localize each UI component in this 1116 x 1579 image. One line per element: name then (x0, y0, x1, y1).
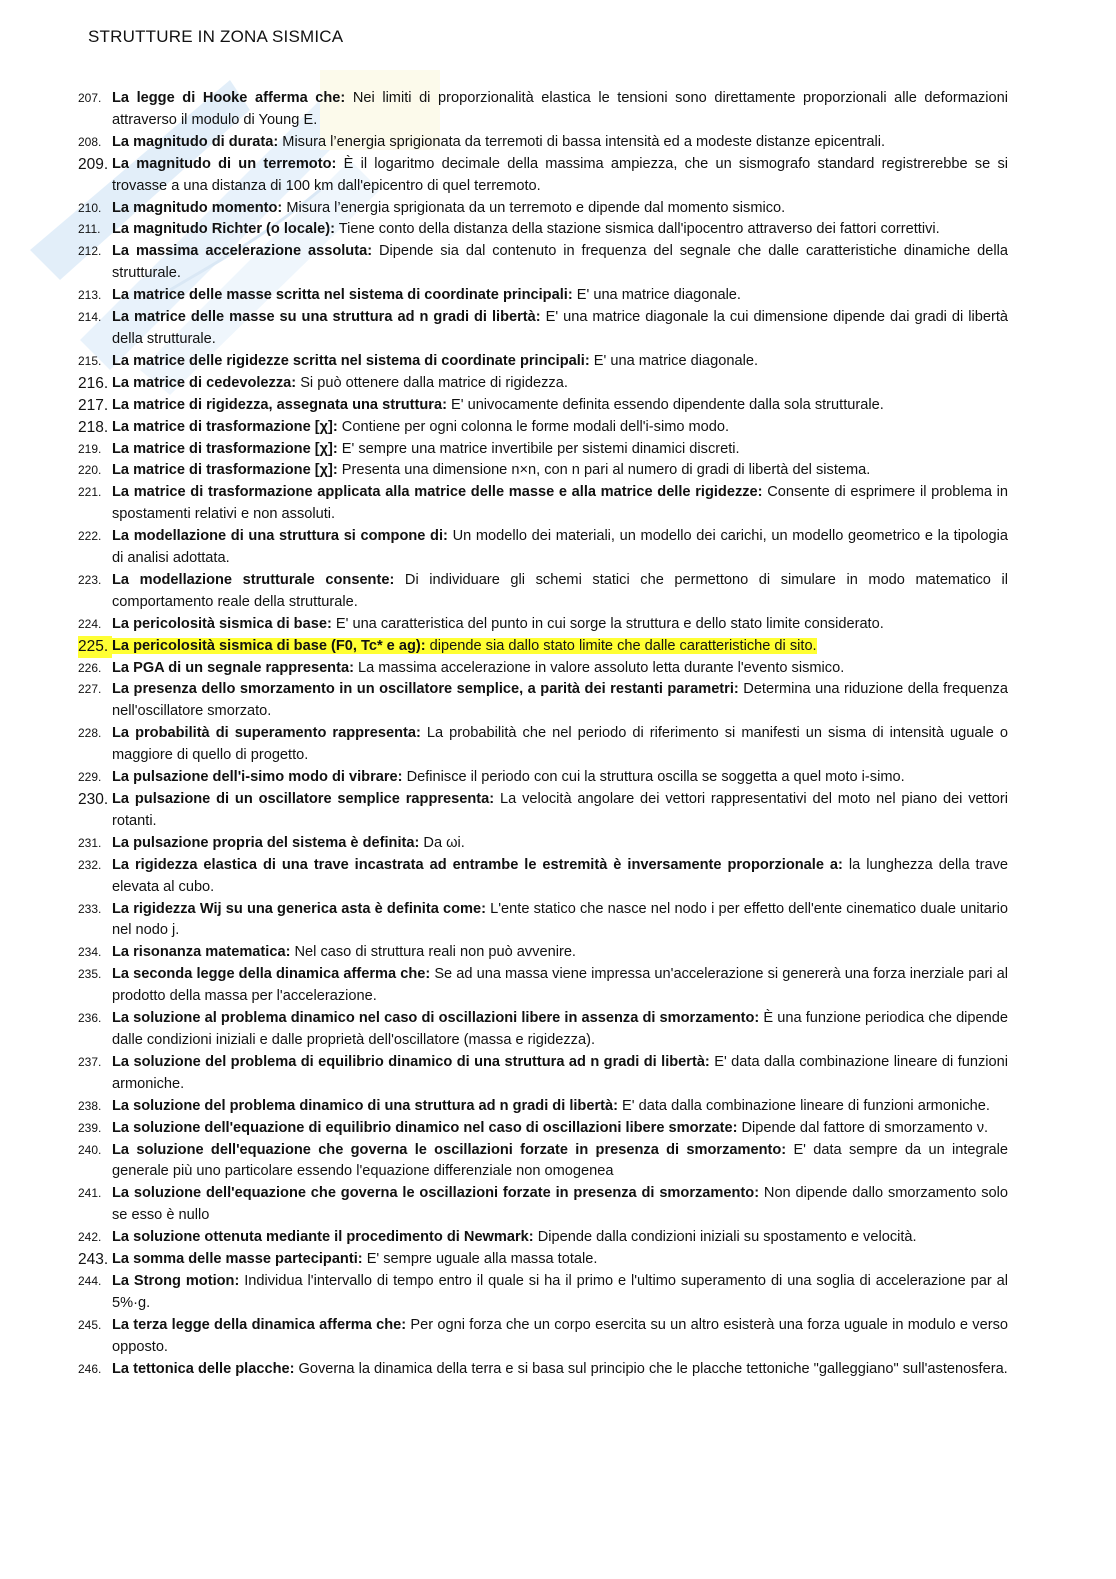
list-item (78, 460, 1008, 482)
item-number: 221. (78, 485, 102, 500)
item-number: 208. (78, 134, 102, 149)
item-text (112, 614, 1008, 636)
item-question: La matrice di trasformazione [χ]: (112, 440, 338, 457)
item-question: La matrice di cedevolezza: (112, 374, 297, 391)
item-number: 211. (78, 222, 101, 237)
item-answer: Nei limiti di proporzionalità elastica le tensioni sono direttamente proporzionali alle deformazioni attraverso il modulo di Young E. (112, 90, 1008, 128)
item-answer: E' sempre uguale alla massa totale. (366, 1251, 598, 1268)
item-text (112, 1052, 1008, 1096)
item-answer: La massima accelerazione in valore assoluto letta durante l'evento sismico. (358, 659, 845, 676)
item-text (112, 1227, 1008, 1249)
item-text (112, 723, 1008, 767)
list-item (78, 899, 1008, 943)
item-answer: E' data dalla combinazione lineare di funzioni armoniche. (112, 1053, 1008, 1092)
item-question: La modellazione di una struttura si compone di: (112, 528, 448, 545)
item-question: La matrice delle masse scritta nel sistema di coordinate principali: (112, 287, 573, 304)
item-text (112, 767, 1008, 789)
highlighted-list-item (78, 636, 1008, 658)
item-answer: E' univocamente definita essendo dipendente dalla sola strutturale. (451, 396, 884, 413)
list-item (78, 1008, 1008, 1052)
item-number: 222. (78, 529, 102, 544)
item-question: La pericolosità sismica di base (F0, Tc* e ag): (112, 637, 426, 654)
item-number: 220. (78, 463, 102, 478)
item-number: 237. (78, 1054, 102, 1069)
item-question: La massima accelerazione assoluta: (112, 243, 373, 260)
item-answer: Si può ottenere dalla matrice di rigidezza. (300, 374, 568, 391)
list-item (78, 198, 1008, 220)
item-text (112, 351, 1008, 373)
item-text (112, 1140, 1008, 1184)
item-question: La soluzione dell'equazione che governa le oscillazioni forzate in presenza di smorzamento: (112, 1141, 787, 1158)
item-question: La pericolosità sismica di base: (112, 615, 332, 632)
item-question: La pulsazione dell'i-simo modo di vibrare: (112, 769, 403, 786)
item-number: 245. (78, 1317, 102, 1332)
list-item (78, 723, 1008, 767)
list-item (78, 88, 1008, 132)
item-number: 225. (78, 636, 112, 658)
item-text (112, 241, 1008, 285)
item-question: La magnitudo momento: (112, 199, 283, 216)
item-question: La pulsazione di un oscillatore semplice rappresenta: (112, 791, 495, 807)
list-item (78, 767, 1008, 789)
item-text (112, 1008, 1008, 1052)
item-question: La somma delle masse partecipanti: (112, 1251, 363, 1268)
list-item (78, 417, 1008, 439)
item-text (112, 395, 1008, 417)
item-number: 231. (78, 835, 102, 850)
list-item (78, 219, 1008, 241)
item-text (112, 460, 1008, 482)
item-text (112, 679, 1008, 723)
list-item (78, 855, 1008, 899)
item-number: 207. (78, 91, 102, 105)
item-answer: Un modello dei materiali, un modello dei carichi, un modello geometrico e la tipologia di analisi adottata. (112, 528, 1009, 567)
item-number: 228. (78, 726, 102, 741)
item-answer: E' sempre una matrice invertibile per sistemi dinamici discreti. (341, 440, 740, 457)
item-number: 224. (78, 616, 102, 631)
list-item (78, 1359, 1008, 1381)
list-item (78, 614, 1008, 636)
list-item (78, 241, 1008, 285)
list-item (78, 285, 1008, 307)
item-answer: E' data sempre da un integrale generale più uno particolare essendo l'equazione differenziale non omogenea (112, 1141, 1008, 1180)
list-item (78, 132, 1008, 154)
item-question: La matrice di trasformazione applicata alla matrice delle masse e alla matrice delle rigidezze: (112, 484, 763, 501)
list-item (78, 679, 1008, 723)
item-text (112, 570, 1008, 614)
list-item (78, 1140, 1008, 1184)
item-answer: La velocità angolare dei vettori rappresentativi del moto nel piano dei vettori rotanti. (112, 791, 1009, 829)
item-question: La tettonica delle placche: (112, 1360, 295, 1377)
item-number: 227. (78, 682, 102, 697)
item-number: 233. (78, 901, 102, 916)
item-answer: Tiene conto della distanza della stazione sismica dall'ipocentro attraverso dei fattori correttivi. (338, 221, 940, 238)
item-text (112, 789, 1008, 833)
item-question: La soluzione dell'equazione di equilibrio dinamico nel caso di oscillazioni libere smorzate: (112, 1119, 738, 1136)
list-item (78, 570, 1008, 614)
item-text (112, 855, 1008, 899)
item-question: La soluzione ottenuta mediante il procedimento di Newmark: (112, 1229, 534, 1246)
item-answer: dipende sia dallo stato limite che dalle caratteristiche di sito. (429, 637, 817, 654)
item-answer: Misura l’energia sprigionata da un terremoto e dipende dal momento sismico. (286, 199, 786, 216)
item-question: La Strong motion: (112, 1272, 240, 1289)
item-answer: Consente di esprimere il problema in spostamenti relativi e non assoluti. (112, 484, 1009, 523)
item-question: La PGA di un segnale rappresenta: (112, 659, 354, 676)
item-text (112, 132, 1008, 154)
item-answer: E' data dalla combinazione lineare di funzioni armoniche. (622, 1097, 990, 1114)
list-item (78, 395, 1008, 417)
item-text (112, 88, 1008, 132)
item-text (112, 1249, 1008, 1271)
item-number: 232. (78, 857, 102, 872)
item-question: La presenza dello smorzamento in un oscillatore semplice, a parità dei restanti parametri: (112, 681, 739, 698)
item-question: La terza legge della dinamica afferma che: (112, 1316, 407, 1333)
item-answer: E' una matrice diagonale. (593, 352, 758, 369)
item-number: 242. (78, 1230, 102, 1245)
item-text (112, 482, 1008, 526)
item-question: La soluzione dell'equazione che governa le oscillazioni forzate in presenza di smorzamento: (112, 1185, 760, 1202)
item-number: 218. (78, 418, 109, 436)
page-header-title: STRUTTURE IN ZONA SISMICA (88, 27, 344, 46)
list-item (78, 1249, 1008, 1271)
item-number: 234. (78, 945, 102, 960)
item-number: 219. (78, 441, 102, 456)
item-question: La soluzione del problema dinamico di una struttura ad n gradi di libertà: (112, 1097, 618, 1114)
item-number: 229. (78, 770, 102, 785)
list-item (78, 1096, 1008, 1118)
item-answer: Dipende dal fattore di smorzamento ν. (741, 1119, 989, 1136)
item-question: La matrice delle rigidezze scritta nel sistema di coordinate principali: (112, 352, 590, 369)
item-question: La matrice di trasformazione [χ]: (112, 418, 338, 435)
item-answer: Non dipende dallo smorzamento solo se esso è nullo (112, 1185, 1008, 1224)
item-number: 230. (78, 791, 109, 808)
item-text (112, 439, 1008, 461)
item-text (112, 1118, 1008, 1140)
item-answer: Definisce il periodo con cui la struttura oscilla se soggetta a quel moto i-simo. (406, 769, 905, 786)
item-question: La modellazione strutturale consente: (112, 571, 395, 588)
item-answer: Se ad una massa viene impressa un'accelerazione si genererà una forza inerziale pari al prodotto della massa per l'accelerazione. (112, 966, 1009, 1005)
item-number: 213. (78, 288, 102, 303)
item-question: La rigidezza elastica di una trave incastrata ad entrambe le estremità è inversamente proporzionale a: (112, 856, 843, 873)
item-text (112, 373, 1008, 395)
item-text (112, 198, 1008, 220)
list-item (78, 1271, 1008, 1315)
item-text (112, 307, 1008, 351)
list-item (78, 964, 1008, 1008)
item-number: 226. (78, 660, 102, 675)
list-item (78, 351, 1008, 373)
item-answer: La probabilità che nel periodo di riferimento si manifesti un sisma di intensità uguale o maggiore di quello di progetto. (112, 725, 1008, 764)
list-item (78, 439, 1008, 461)
item-answer: E' una matrice diagonale la cui dimensione dipende dai gradi di libertà della strutturale. (112, 309, 1008, 347)
item-question: La magnitudo di durata: (112, 133, 279, 150)
item-number: 236. (78, 1011, 102, 1026)
item-answer: E' una caratteristica del punto in cui sorge la struttura e dello stato limite considerato. (335, 615, 884, 632)
item-text (112, 417, 1008, 439)
list-item (78, 154, 1008, 198)
item-number: 244. (78, 1273, 102, 1288)
item-answer: Nel caso di struttura reali non può avvenire. (294, 944, 576, 961)
item-number: 246. (78, 1361, 102, 1376)
item-text (112, 942, 1008, 964)
item-text (112, 833, 1008, 855)
item-number: 216. (78, 374, 109, 392)
item-answer: Di individuare gli schemi statici che permettono di simulare in modo matematico il comportamento reale della strutturale. (112, 571, 1008, 610)
item-text (112, 219, 1008, 241)
item-question: La matrice delle masse su una struttura ad n gradi di libertà: (112, 309, 541, 326)
list-item (78, 1118, 1008, 1140)
item-question: La rigidezza Wij su una generica asta è definita come: (112, 900, 486, 917)
list-item (78, 658, 1008, 680)
list-item (78, 373, 1008, 395)
item-number: 241. (78, 1186, 102, 1201)
item-question: La pulsazione propria del sistema è definita: (112, 834, 420, 851)
item-question: La probabilità di superamento rappresenta: (112, 725, 421, 742)
list-item (78, 1315, 1008, 1359)
item-number: 238. (78, 1098, 102, 1113)
item-answer: Determina una riduzione della frequenza nell'oscillatore smorzato. (112, 681, 1008, 720)
item-text (112, 1359, 1008, 1381)
item-answer: Misura l’energia sprigionata da terremoti di bassa intensità ed a modeste distanze epicentrali. (282, 133, 886, 150)
item-number: 239. (78, 1120, 102, 1135)
item-question: La magnitudo di un terremoto: (112, 155, 337, 172)
item-text (112, 1183, 1008, 1227)
item-answer: Da ωi. (423, 834, 465, 851)
item-text (112, 1315, 1008, 1359)
item-question: La soluzione del problema di equilibrio dinamico di una struttura ad n gradi di libertà: (112, 1053, 710, 1070)
item-answer: È una funzione periodica che dipende dalle condizioni iniziali e dalle proprietà dell'oscillatore (massa e rigidezza). (112, 1010, 1009, 1048)
item-answer: Contiene per ogni colonna le forme modali dell'i-simo modo. (341, 418, 730, 435)
item-number: 243. (78, 1251, 109, 1269)
item-answer: Presenta una dimensione n×n, con n pari al numero di gradi di libertà del sistema. (341, 462, 871, 479)
item-question: La soluzione al problema dinamico nel caso di oscillazioni libere in assenza di smorzamento: (112, 1010, 760, 1027)
item-number: 214. (78, 310, 102, 325)
item-text (112, 285, 1008, 307)
list-item (78, 1183, 1008, 1227)
item-question: La matrice di rigidezza, assegnata una struttura: (112, 396, 447, 413)
item-text (112, 636, 1008, 658)
item-answer: È il logaritmo decimale della massima ampiezza, che un sismografo standard registrerebbe se si trovasse a una distanza di 100 km dall'epicentro di quel terremoto. (112, 155, 1008, 194)
item-answer: Individua l'intervallo di tempo entro il quale si ha il primo e l'ultimo superamento di una soglia di accelerazione par al 5%·g. (112, 1272, 1008, 1311)
item-text (112, 1096, 1008, 1118)
item-number: 209. (78, 155, 109, 173)
item-text (112, 154, 1008, 198)
item-question: La magnitudo Richter (o locale): (112, 221, 335, 238)
qa-list (78, 88, 1008, 1380)
list-item (78, 526, 1008, 570)
item-number: 215. (78, 353, 102, 368)
item-number: 223. (78, 572, 102, 587)
item-text (112, 526, 1008, 570)
item-question: La matrice di trasformazione [χ]: (112, 462, 338, 479)
list-item (78, 833, 1008, 855)
item-answer: L'ente statico che nasce nel nodo i per effetto dell'ente cinematico duale unitario nel nodo j. (112, 900, 1008, 939)
item-number: 210. (78, 200, 102, 215)
item-answer: Dipende sia dal contenuto in frequenza del segnale che dalle caratteristiche dinamiche della strutturale. (112, 243, 1008, 282)
item-number: 212. (78, 244, 102, 259)
item-question: La risonanza matematica: (112, 944, 291, 961)
item-question: La seconda legge della dinamica afferma che: (112, 966, 431, 983)
item-number: 235. (78, 967, 102, 982)
list-item (78, 789, 1008, 833)
list-item (78, 482, 1008, 526)
item-number: 217. (78, 396, 109, 414)
item-answer: E' una matrice diagonale. (576, 287, 741, 304)
item-text (112, 1271, 1008, 1315)
list-item (78, 942, 1008, 964)
item-answer: Governa la dinamica della terra e si basa sul principio che le placche tettoniche "galleggiano" sull'astenosfera. (298, 1360, 1008, 1377)
item-text (112, 964, 1008, 1008)
list-item (78, 307, 1008, 351)
list-item (78, 1227, 1008, 1249)
item-answer: Dipende dalla condizioni iniziali su spostamento e velocità. (537, 1229, 917, 1246)
list-item (78, 1052, 1008, 1096)
item-question: La legge di Hooke afferma che: (112, 90, 346, 106)
item-answer: Per ogni forza che un corpo esercita su un altro esisterà una forza uguale in modulo e verso opposto. (112, 1316, 1008, 1355)
item-text (112, 899, 1008, 943)
item-number: 240. (78, 1142, 102, 1157)
item-text (112, 658, 1008, 680)
item-answer: la lunghezza della trave elevata al cubo. (112, 856, 1008, 895)
